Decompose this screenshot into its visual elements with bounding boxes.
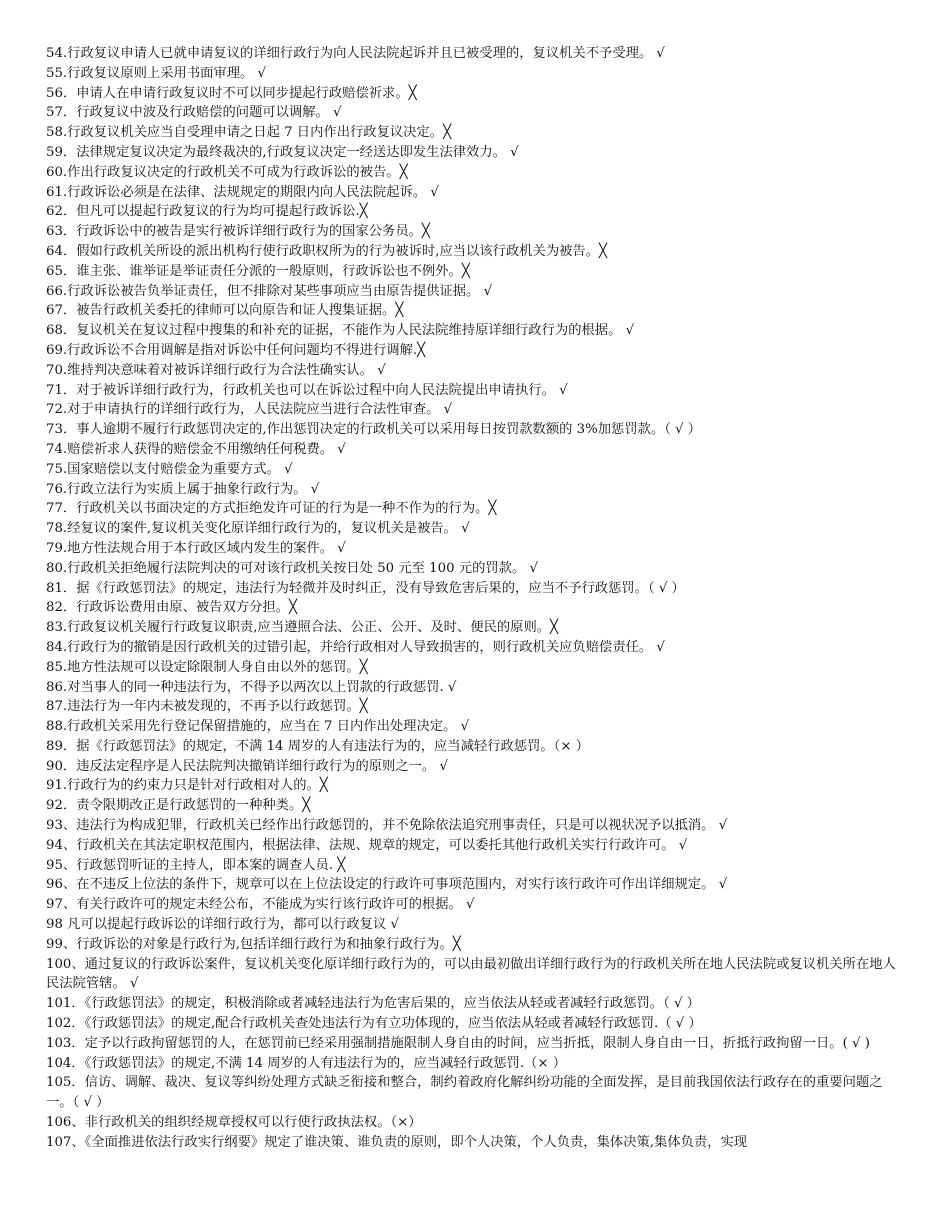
question-line: 62．但凡可以提起行政复议的行为均可提起行政诉讼.╳: [46, 204, 368, 220]
question-line: 86.对当事人的同一种违法行为，不得予以两次以上罚款的行政惩罚. √: [46, 679, 457, 695]
question-line: 72.对于申请执行的详细行政行为，人民法院应当进行合法性审查。 √: [46, 402, 453, 418]
question-line: 80.行政机关拒绝履行法院判决的可对该行政机关按日处 50 元至 100 元的罚款。 √: [46, 560, 538, 576]
question-line: 61.行政诉讼必须是在法律、法规规定的期限内向人民法院起诉。 √: [46, 184, 439, 200]
question-line: 73．事人逾期不履行行政惩罚决定的,作出惩罚决定的行政机关可以采用每日按罚款数额的 3%加惩罚款。（ √ ）: [46, 422, 702, 438]
question-line: 99、行政诉讼的对象是行政行为,包括详细行政行为和抽象行政行为。╳: [46, 936, 461, 952]
question-line: 82．行政诉讼费用由原、被告双方分担。╳: [46, 600, 297, 616]
question-line: 97、有关行政许可的规定未经公布，不能成为实行该行政许可的根据。 √: [46, 897, 475, 913]
question-line: 98 凡可以提起行政诉讼的详细行政行为，都可以行政复议 √: [46, 917, 399, 933]
question-line: 58.行政复议机关应当自受理申请之日起 7 日内作出行政复议决定。╳: [46, 125, 452, 141]
question-line: 88.行政机关采用先行登记保留措施的，应当在 7 日内作出处理决定。 √: [46, 719, 470, 735]
question-line: 94、行政机关在其法定职权范围内，根据法律、法规、规章的规定，可以委托其他行政机关实行行政许可。 √: [46, 837, 688, 853]
question-line: 78.经复议的案件,复议机关变化原详细行政行为的，复议机关是被告。 √: [46, 521, 470, 537]
question-line: 66.行政诉讼被告负举证责任，但不排除对某些事项应当由原告提供证据。 √: [46, 283, 493, 299]
question-line: 70.维持判决意味着对被诉详细行政行为合法性确实认。 √: [46, 362, 386, 378]
document-page: [46, 44, 908, 1153]
question-line: 105．信访、调解、裁决、复议等纠纷处理方式缺乏衔接和整合，制约着政府化解纠纷功能的全面发挥，是目前我国依法行政存在的重要问题之一。（ √ ）: [46, 1075, 883, 1111]
question-line: 106、非行政机关的组织经规章授权可以行使行政执法权。（×）: [46, 1115, 422, 1131]
question-line: 63．行政诉讼中的被告是实行被诉详细行政行为的国家公务员。╳: [46, 224, 430, 240]
question-line: 76.行政立法行为实质上属于抽象行政行为。 √: [46, 481, 320, 497]
question-line: 90．违反法定程序是人民法院判决撤销详细行政行为的原则之一。 √: [46, 758, 448, 774]
question-line: 83.行政复议机关履行行政复议职责,应当遵照合法、公正、公开、及时、便民的原则。╳: [46, 620, 559, 636]
question-line: 95、行政惩罚听证的主持人，即本案的调查人员. ╳: [46, 857, 346, 873]
question-line: 91.行政行为的约束力只是针对行政相对人的。╳: [46, 778, 328, 794]
question-line: 67．被告行政机关委托的律师可以向原告和证人搜集证据。╳: [46, 303, 404, 319]
question-line: 74.赔偿祈求人获得的赔偿金不用缴纳任何税费。 √: [46, 441, 346, 457]
question-line: 75.国家赔偿以支付赔偿金为重要方式。 √: [46, 461, 293, 477]
question-line: 56．申请人在申请行政复议时不可以同步提起行政赔偿祈求。╳: [46, 85, 417, 101]
question-line: 107、《全面推进依法行政实行纲要》规定了谁决策、谁负责的原则，即个人决策，个人负责，集体决策,集体负责，实现: [46, 1134, 748, 1150]
question-line: 92．责令限期改正是行政惩罚的一种种类。╳: [46, 798, 311, 814]
question-line: 84.行政行为的撤销是因行政机关的过错引起，并给行政相对人导致损害的，则行政机关应负赔偿责任。 √: [46, 639, 665, 655]
question-line: 104．《行政惩罚法》的规定,不满 14 周岁的人有违法行为的，应当减轻行政惩罚.（× ）: [46, 1055, 567, 1071]
question-line: 64．假如行政机关所设的派出机构行使行政职权所为的行为被诉时,应当以该行政机关为被告。╳: [46, 243, 608, 259]
question-line: 68．复议机关在复议过程中搜集的和补充的证据，不能作为人民法院维持原详细行政行为的根据。 √: [46, 323, 635, 339]
question-line: 69.行政诉讼不合用调解是指对诉讼中任何问题均不得进行调解.╳: [46, 342, 426, 358]
question-line: 100、通过复议的行政诉讼案件，复议机关变化原详细行政行为的，可以由最初做出详细行政行为的行政机关所在地人民法院或复议机关所在地人民法院管辖。 √: [46, 956, 896, 992]
question-line: 87.违法行为一年内未被发现的，不再予以行政惩罚。╳: [46, 699, 368, 715]
question-line: 65．谁主张、谁举证是举证责任分派的一般原则，行政诉讼也不例外。╳: [46, 263, 470, 279]
question-line: 55.行政复议原则上采用书面审理。 √: [46, 65, 267, 81]
question-line: 89．据《行政惩罚法》的规定，不满 14 周岁的人有违法行为的，应当减轻行政惩罚。（× ）: [46, 738, 589, 754]
question-line: 102．《行政惩罚法》的规定,配合行政机关查处违法行为有立功体现的，应当依法从轻或者减轻行政惩罚.（ √ ）: [46, 1016, 702, 1032]
question-line: 101．《行政惩罚法》的规定，积极消除或者减轻违法行为危害后果的，应当依法从轻或者减轻行政惩罚。（ √ ）: [46, 996, 700, 1012]
question-line: 60.作出行政复议决定的行政机关不可成为行政诉讼的被告。╳: [46, 164, 408, 180]
question-line: 93、违法行为构成犯罪，行政机关已经作出行政惩罚的，并不免除依法追究刑事责任，只是可以视状况予以抵消。 √: [46, 818, 728, 834]
question-line: 79.地方性法规合用于本行政区域内发生的案件。 √: [46, 540, 346, 556]
question-line: 57．行政复议中波及行政赔偿的问题可以调解。 √: [46, 105, 342, 121]
question-line: 59．法律规定复议决定为最终裁决的,行政复议决定一经送达即发生法律效力。 √: [46, 144, 519, 160]
question-line: 103．定予以行政拘留惩罚的人，在惩罚前已经采用强制措施限制人身自由的时间，应当折抵，限制人身自由一日，折抵行政拘留一日。( √ ): [46, 1035, 870, 1051]
question-line: 81．据《行政惩罚法》的规定，违法行为轻微并及时纠正，没有导致危害后果的，应当不予行政惩罚。（ √ ）: [46, 580, 685, 596]
question-line: 85.地方性法规可以设定除限制人身自由以外的惩罚。╳: [46, 659, 368, 675]
question-line: 96、在不违反上位法的条件下，规章可以在上位法设定的行政许可事项范围内，对实行该行政许可作出详细规定。 √: [46, 877, 728, 893]
question-line: 54.行政复议申请人已就申请复议的详细行政行为向人民法院起诉并且已被受理的，复议机关不予受理。 √: [46, 46, 665, 61]
question-line: 77．行政机关以书面决定的方式拒绝发许可证的行为是一种不作为的行为。╳: [46, 501, 497, 517]
question-line: 71．对于被诉详细行政行为，行政机关也可以在诉讼过程中向人民法院提出申请执行。 √: [46, 382, 568, 398]
